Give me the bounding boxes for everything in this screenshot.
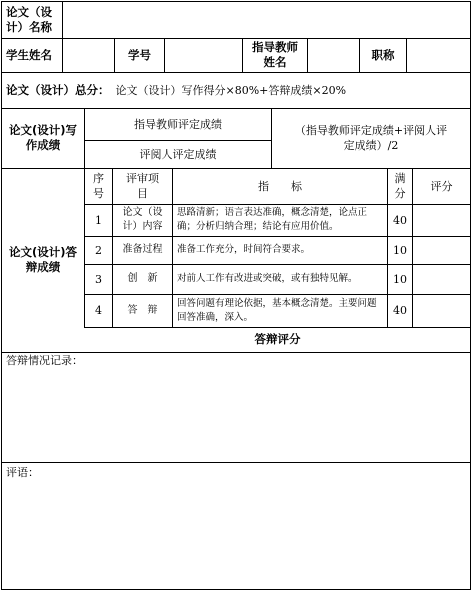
row-item: 答 辩 — [127, 304, 158, 316]
advisor-name-field[interactable] — [308, 38, 359, 72]
row-item: 准备过程 — [122, 244, 163, 255]
defense-record-label: 答辩情况记录： — [6, 354, 83, 367]
writing-score-label: 论文(设计)写作成绩 — [8, 123, 77, 152]
thesis-title-label: 论文（设计）名称 — [6, 5, 52, 34]
row-full-score: 10 — [393, 243, 407, 257]
row-indicator: 对前人工作有改进或突破，或有独特见解。 — [177, 273, 358, 284]
row-indicator: 准备工作充分，时间符合要求。 — [177, 244, 311, 255]
row-index: 1 — [95, 213, 102, 227]
row-index: 2 — [95, 243, 102, 257]
defense-record-area[interactable] — [2, 353, 470, 462]
row-score-field[interactable] — [413, 236, 470, 264]
title-rank-label: 职称 — [371, 47, 395, 62]
col-full-score-header: 满分 — [394, 172, 406, 200]
row-full-score: 40 — [393, 213, 407, 227]
title-rank-field[interactable] — [407, 38, 470, 72]
reviewer-score-label: 评阅人评定成绩 — [139, 147, 217, 161]
comment-area[interactable] — [2, 463, 470, 589]
col-indicator-header: 指 标 — [258, 179, 302, 193]
col-index-header: 序号 — [93, 172, 104, 200]
row-full-score: 40 — [393, 304, 407, 317]
defense-total-label: 答辩评分 — [254, 332, 301, 346]
student-id-field[interactable] — [165, 38, 242, 72]
total-score-row — [2, 72, 470, 108]
row-item: 论文（设计）内容 — [122, 207, 163, 232]
student-id-label: 学号 — [128, 47, 151, 62]
student-name-label: 学生姓名 — [6, 47, 52, 62]
student-name-field[interactable] — [63, 38, 114, 72]
advisor-score-label: 指导教师评定成绩 — [134, 117, 222, 131]
total-score-formula: 论文（设计）写作得分×80%+答辩成绩×20% — [115, 83, 347, 97]
col-item-header: 评审项目 — [126, 172, 159, 200]
row-score-field[interactable] — [413, 294, 470, 327]
defense-score-label: 论文(设计)答辩成绩 — [8, 245, 77, 274]
row-score-field[interactable] — [413, 204, 470, 236]
row-item: 创 新 — [127, 273, 158, 284]
score-sheet — [1, 1, 471, 590]
row-index: 3 — [95, 272, 102, 286]
comment-label: 评语： — [6, 466, 39, 479]
writing-formula: （指导教师评定成绩+评阅人评定成绩）/2 — [294, 124, 448, 152]
total-score-label: 论文（设计）总分： — [6, 82, 110, 97]
row-score-field[interactable] — [413, 264, 470, 294]
row-indicator: 思路清新；语言表达准确，概念清楚，论点正确；分析归纳合理；结论有应用价值。 — [177, 207, 368, 232]
row-index: 4 — [95, 304, 102, 317]
row-indicator: 回答问题有理论依据，基本概念清楚。主要问题回答准确，深入。 — [177, 297, 377, 323]
col-score-header: 评分 — [430, 179, 453, 193]
advisor-name-label: 指导教师姓名 — [252, 40, 298, 69]
row-full-score: 10 — [393, 272, 407, 286]
thesis-title-field[interactable] — [63, 2, 470, 38]
